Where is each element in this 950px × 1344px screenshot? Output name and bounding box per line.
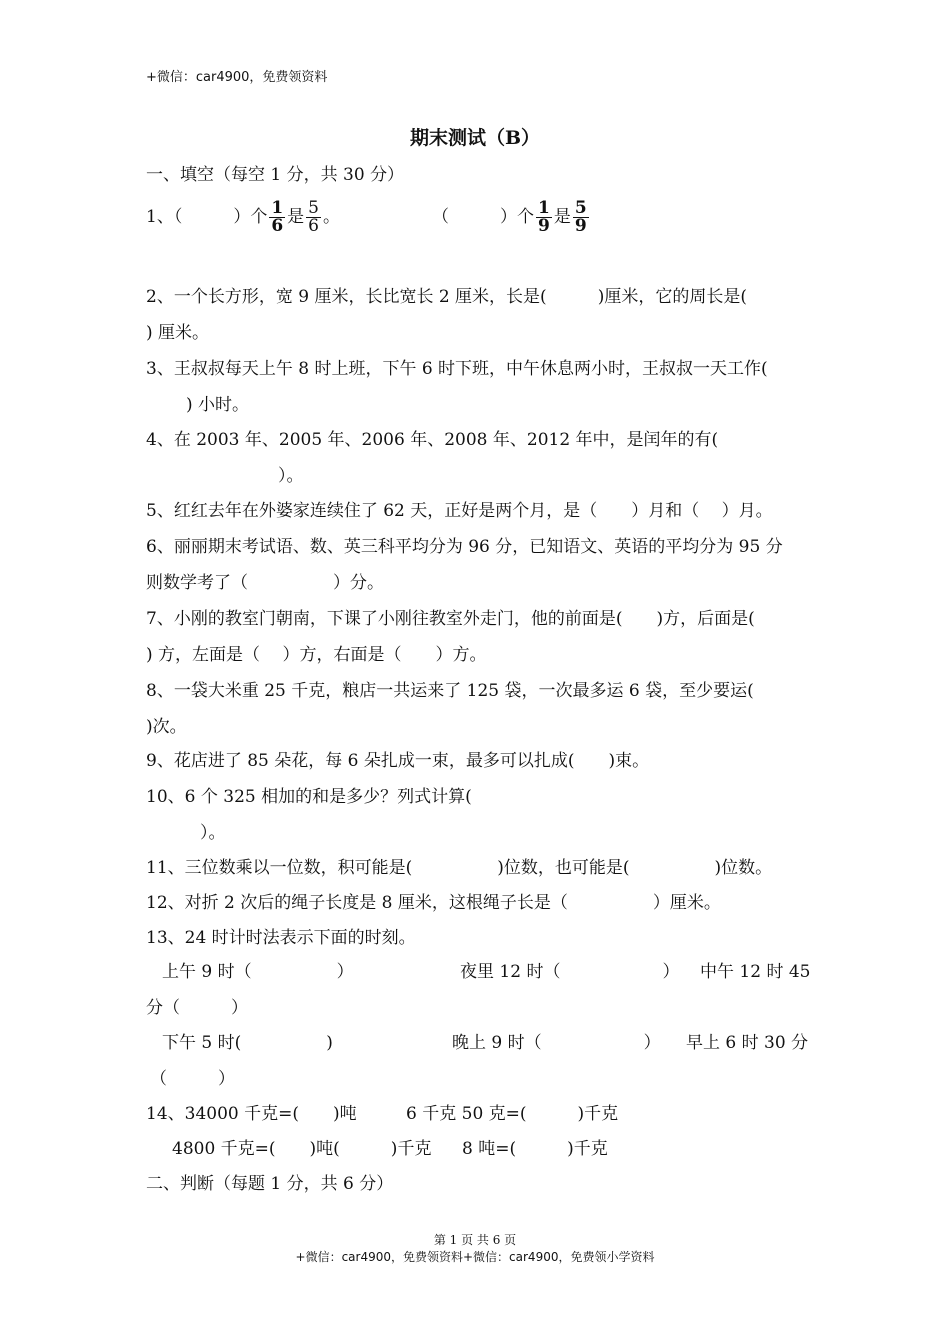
q13-item-f: 早上 6 时 30 分 bbox=[686, 1033, 809, 1053]
fraction-5-6: $\frac{5}{6}$ bbox=[308, 198, 319, 236]
question-7: 7、小刚的教室门朝南，下课了小刚往教室外走门，他的前面是( )方，后面是( bbox=[146, 609, 755, 629]
question-14-a: 14、34000 千克=( )吨 bbox=[146, 1104, 357, 1124]
q13-item-a: 上午 9 时（ ） bbox=[162, 962, 354, 982]
question-5: 5、红红去年在外婆家连续住了 62 天，正好是两个月，是（ ）月和（ ）月。 bbox=[146, 501, 773, 521]
q13-item-c: 中午 12 时 45 bbox=[700, 962, 811, 982]
fraction-1-6: $\frac{1}{6}$ bbox=[271, 198, 284, 236]
question-3-cont: ) 小时。 bbox=[186, 395, 250, 415]
question-14-c: 4800 千克=( )吨( )千克 bbox=[172, 1139, 432, 1159]
question-14-b: 6 千克 50 克=( )千克 bbox=[406, 1104, 619, 1124]
question-3: 3、王叔叔每天上午 8 时上班，下午 6 时下班，中午休息两小时，王叔叔一天工作( bbox=[146, 359, 768, 379]
question-10: 10、6 个 325 相加的和是多少？列式计算( bbox=[146, 787, 472, 807]
question-8-cont: )次。 bbox=[146, 717, 187, 737]
question-2: 2、一个长方形，宽 9 厘米，长比宽长 2 厘米，长是( )厘米，它的周长是( bbox=[146, 287, 747, 307]
question-6: 6、丽丽期末考试语、数、英三科平均分为 96 分，已知语文、英语的平均分为 95 分 bbox=[146, 537, 783, 557]
q13-item-b: 夜里 12 时（ ） bbox=[460, 962, 680, 982]
question-2-cont: ) 厘米。 bbox=[146, 323, 210, 343]
section-heading-judgement: 二、判断（每题 1 分，共 6 分） bbox=[146, 1174, 394, 1194]
question-14-d: 8 吨=( )千克 bbox=[462, 1139, 608, 1159]
fraction-1-9: $\frac{1}{9}$ bbox=[538, 198, 550, 236]
question-7-cont: ) 方，左面是（ ）方，右面是（ ）方。 bbox=[146, 645, 487, 665]
footer-watermark: +微信：car4900，免费领资料+微信：car4900，免费领小学资料 bbox=[295, 1250, 655, 1264]
q13-item-f-cont: （ ） bbox=[150, 1069, 235, 1089]
question-9: 9、花店进了 85 朵花，每 6 朵扎成一束，最多可以扎成( )束。 bbox=[146, 751, 650, 771]
page-title: 期末测试（B） bbox=[409, 127, 541, 149]
question-11: 11、三位数乘以一位数，积可能是( )位数，也可能是( )位数。 bbox=[146, 858, 773, 878]
question-13: 13、24 时计时法表示下面的时刻。 bbox=[146, 928, 416, 948]
question-10-cont: ）。 bbox=[200, 823, 226, 843]
q13-item-e: 晚上 9 时（ ） bbox=[452, 1033, 661, 1053]
question-6-cont: 则数学考了（ ）分。 bbox=[146, 573, 384, 593]
question-1: 1、（ ）个 $\frac{1}{6}$ 是 $\frac{5}{6}$ 。 bbox=[146, 198, 340, 236]
page-number: 第 1 页 共 6 页 bbox=[433, 1233, 517, 1247]
header-watermark: +微信：car4900，免费领资料 bbox=[146, 70, 328, 85]
q13-item-c-cont: 分（ ） bbox=[146, 998, 248, 1018]
question-4-cont: ）。 bbox=[278, 466, 304, 486]
question-1-part-2: （ ）个 $\frac{1}{9}$ 是 $\frac{5}{9}$ bbox=[432, 198, 587, 236]
question-12: 12、对折 2 次后的绳子长度是 8 厘米，这根绳子长是（ ）厘米。 bbox=[146, 893, 721, 913]
q13-item-d: 下午 5 时( ) bbox=[162, 1033, 333, 1053]
question-4: 4、在 2003 年、2005 年、2006 年、2008 年、2012 年中，是闰年的有( bbox=[146, 430, 719, 450]
section-heading-fill-blank: 一、填空（每空 1 分，共 30 分） bbox=[146, 165, 405, 185]
question-8: 8、一袋大米重 25 千克，粮店一共运来了 125 袋，一次最多运 6 袋，至少要运( bbox=[146, 681, 754, 701]
fraction-5-9: $\frac{5}{9}$ bbox=[574, 198, 587, 236]
q1-prefix: 1、（ ）个 bbox=[146, 207, 268, 227]
